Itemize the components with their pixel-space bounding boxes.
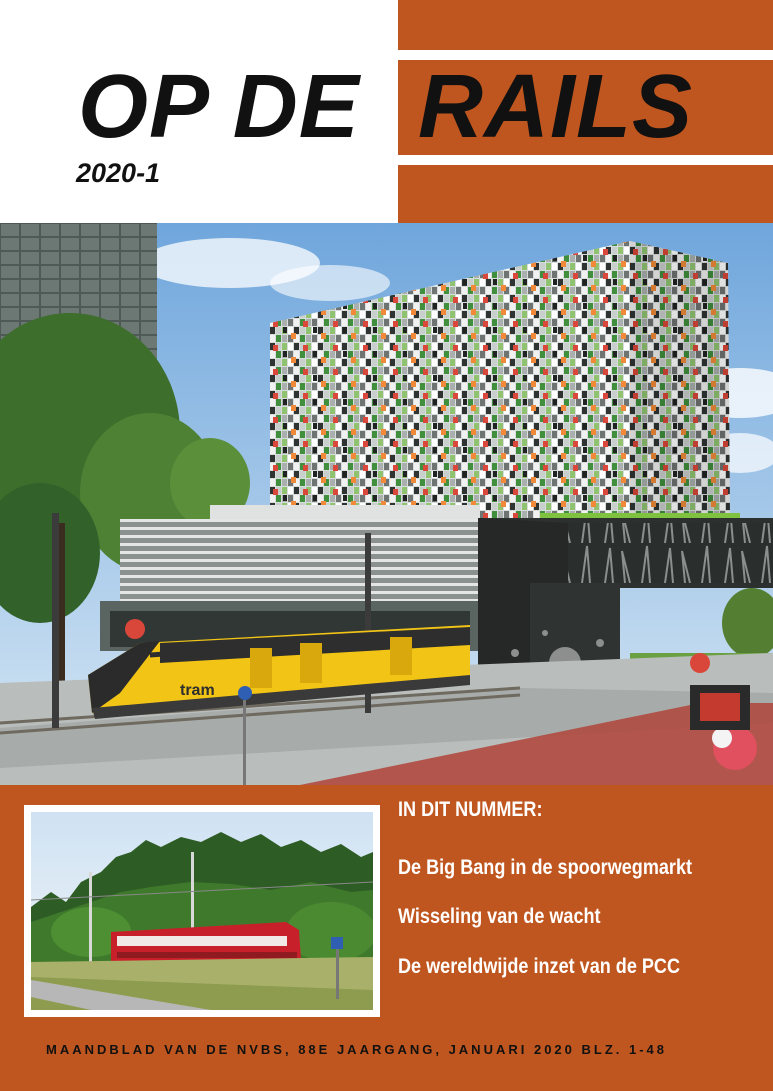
tram-logo-text: tram [180, 682, 215, 699]
article-title-3: De wereldwijde inzet van de PCC [398, 955, 681, 978]
cover-photo [0, 223, 773, 785]
masthead-title-part2: RAILS [418, 57, 693, 157]
inset-photo-frame [24, 805, 380, 1017]
article-title-1: De Big Bang in de spoorwegmarkt [398, 856, 693, 879]
article-title-2: Wisseling van de wacht [398, 905, 601, 928]
inset-train-photo [31, 812, 373, 1010]
contents-heading: IN DIT NUMMER: [398, 798, 543, 821]
footer-publication-info: MAANDBLAD VAN DE NVBS, 88E JAARGANG, JANUARI 2020 BLZ. 1-48 [46, 1042, 668, 1057]
header-bar-top [398, 0, 773, 50]
issue-number: 2020-1 [76, 158, 161, 188]
header-bar-bottom [398, 165, 773, 223]
masthead-title-part1: OP DE [78, 57, 360, 157]
